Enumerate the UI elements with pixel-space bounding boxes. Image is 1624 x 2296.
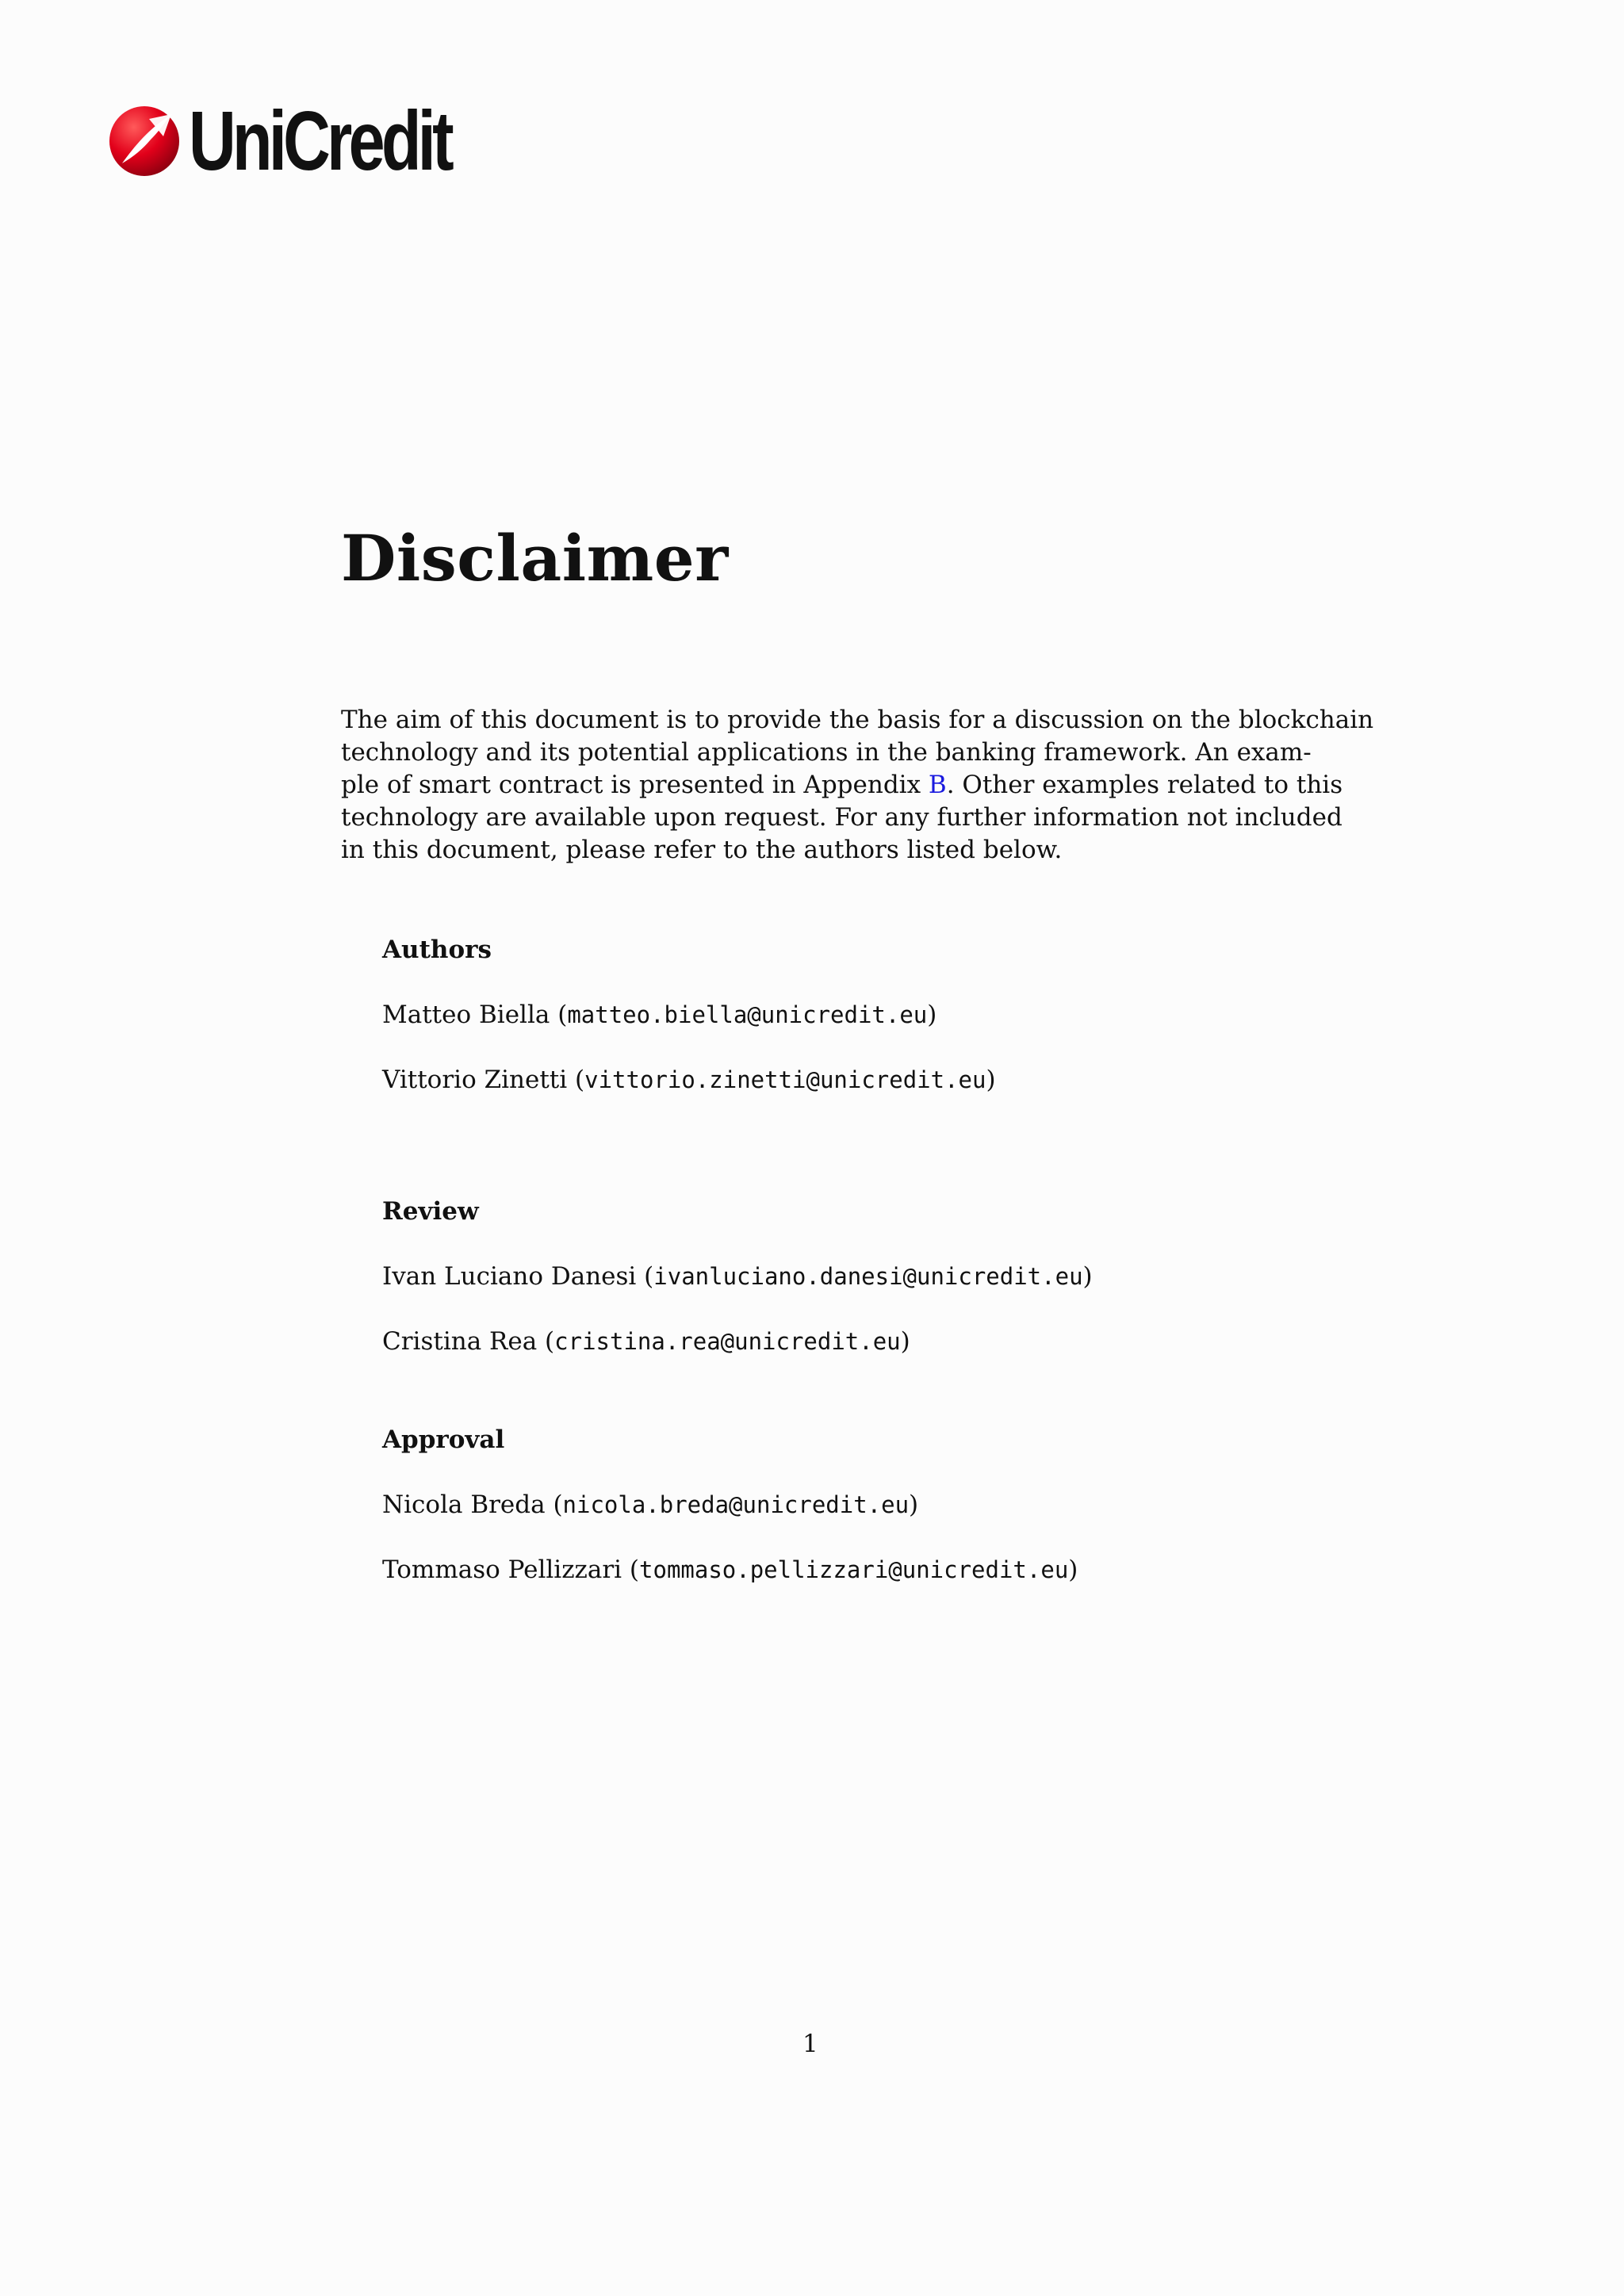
person-entry: Matteo Biella (matteo.biella@unicredit.eu) <box>382 1001 937 1029</box>
person-email[interactable]: ivanluciano.danesi@unicredit.eu <box>653 1263 1083 1290</box>
page-number: 1 <box>802 2030 818 2058</box>
paragraph-line <box>341 769 1343 802</box>
unicredit-logo-icon <box>108 105 181 178</box>
person-email[interactable]: tommaso.pellizzari@unicredit.eu <box>639 1556 1069 1583</box>
person-entry: Vittorio Zinetti (vittorio.zinetti@unicredit.eu) <box>382 1066 996 1094</box>
person-name: Ivan Luciano Danesi <box>382 1262 637 1291</box>
paragraph-line: technology and its potential applications in the banking framework. An exam- <box>341 738 1312 767</box>
disclaimer-paragraph <box>341 704 1374 867</box>
paragraph-line: technology are available upon request. For any further information not included <box>341 803 1342 832</box>
section-heading: Review <box>382 1197 479 1226</box>
person-entry: Ivan Luciano Danesi (ivanluciano.danesi@unicredit.eu) <box>382 1262 1093 1291</box>
section-heading: Approval <box>382 1425 505 1454</box>
person-name: Tommaso Pellizzari <box>382 1556 622 1584</box>
person-name: Vittorio Zinetti <box>382 1066 568 1094</box>
person-entry: Cristina Rea (cristina.rea@unicredit.eu) <box>382 1327 910 1356</box>
person-name: Nicola Breda <box>382 1490 546 1519</box>
person-email[interactable]: cristina.rea@unicredit.eu <box>554 1328 901 1355</box>
paragraph-line-end: . Other examples related to this <box>946 771 1343 799</box>
person-email[interactable]: matteo.biella@unicredit.eu <box>567 1001 928 1028</box>
authors-section <box>382 936 996 1094</box>
person-entry: Nicola Breda (nicola.breda@unicredit.eu) <box>382 1490 919 1519</box>
paragraph-line: The aim of this document is to provide the basis for a discussion on the blockchain <box>341 706 1374 734</box>
paragraph-line: in this document, please refer to the authors listed below. <box>341 836 1063 864</box>
page-title: Disclaimer <box>341 521 729 595</box>
unicredit-logo <box>108 94 524 188</box>
person-email[interactable]: vittorio.zinetti@unicredit.eu <box>584 1066 986 1093</box>
person-name: Matteo Biella <box>382 1001 550 1029</box>
logo-wordmark: UniCredit <box>189 94 450 188</box>
approval-section <box>382 1425 1078 1584</box>
person-name: Cristina Rea <box>382 1327 538 1356</box>
person-email[interactable]: nicola.breda@unicredit.eu <box>562 1491 910 1518</box>
appendix-link[interactable]: B <box>928 771 947 799</box>
paragraph-line-start: ple of smart contract is presented in Appendix <box>341 771 929 799</box>
person-entry: Tommaso Pellizzari (tommaso.pellizzari@unicredit.eu) <box>382 1556 1078 1584</box>
review-section <box>382 1197 1093 1356</box>
section-heading: Authors <box>382 936 492 964</box>
